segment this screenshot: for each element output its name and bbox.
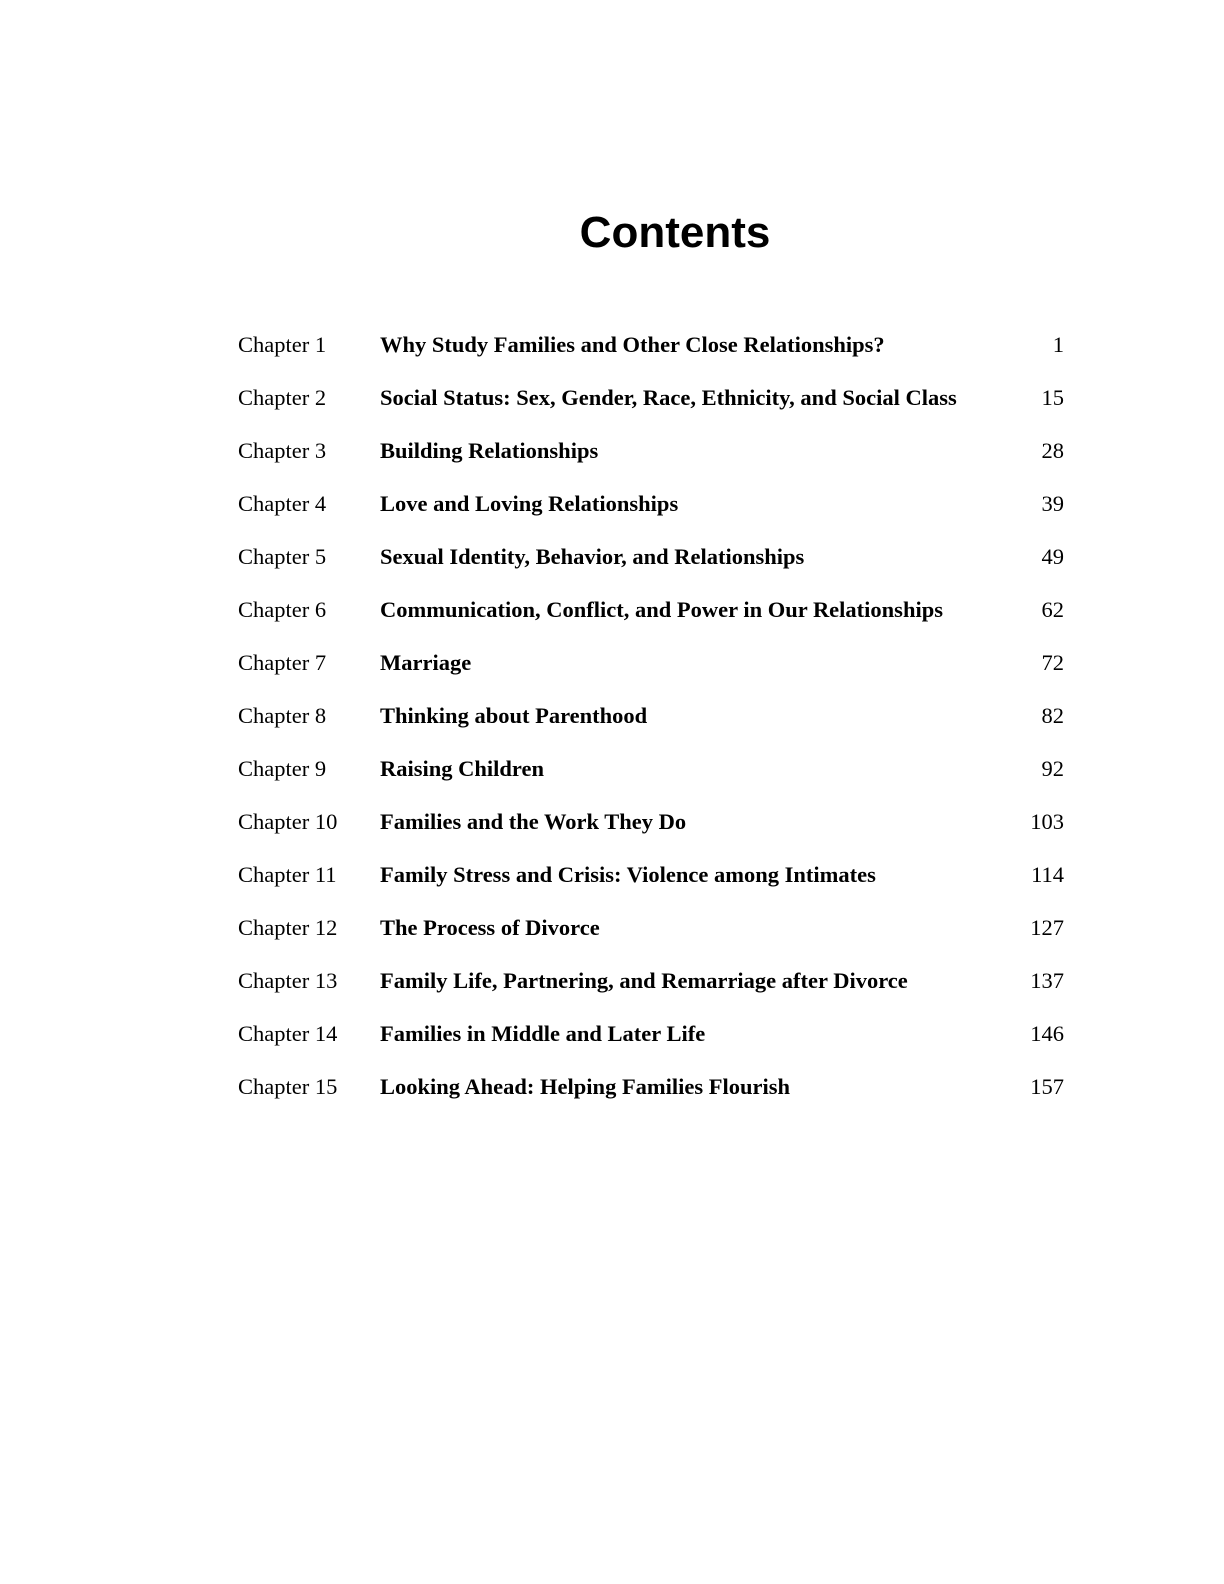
chapter-title: Communication, Conflict, and Power in Our Relationships — [380, 597, 943, 622]
toc-row-chapter-9 — [238, 752, 1064, 805]
chapter-page-number: 92 — [1041, 756, 1064, 781]
toc-row-chapter-7 — [238, 646, 1064, 699]
chapter-title: Family Life, Partnering, and Remarriage after Divorce — [380, 968, 908, 993]
chapter-title: The Process of Divorce — [380, 915, 600, 940]
chapter-label: Chapter 8 — [238, 703, 327, 728]
chapter-title: Families and the Work They Do — [380, 809, 687, 834]
chapter-page-number: 15 — [1041, 385, 1064, 410]
chapter-title: Raising Children — [380, 756, 545, 781]
chapter-title: Love and Loving Relationships — [380, 491, 679, 516]
chapter-page-number: 146 — [1030, 1021, 1064, 1046]
toc-row-chapter-8 — [238, 699, 1064, 752]
chapter-title: Sexual Identity, Behavior, and Relationships — [380, 544, 805, 569]
chapter-title: Looking Ahead: Helping Families Flourish — [380, 1074, 791, 1099]
chapter-page-number: 39 — [1041, 491, 1064, 516]
chapter-label: Chapter 11 — [238, 862, 337, 887]
toc-row-chapter-13 — [238, 964, 1064, 1017]
chapter-label: Chapter 12 — [238, 915, 338, 940]
chapter-label: Chapter 7 — [238, 650, 327, 675]
chapter-page-number: 157 — [1030, 1074, 1064, 1099]
chapter-label: Chapter 10 — [238, 809, 338, 834]
chapter-page-number: 137 — [1030, 968, 1064, 993]
chapter-page-number: 62 — [1041, 597, 1064, 622]
chapter-label: Chapter 3 — [238, 438, 327, 463]
chapter-page-number: 103 — [1030, 809, 1064, 834]
chapter-page-number: 1 — [1052, 332, 1064, 357]
chapter-title: Why Study Families and Other Close Relationships? — [380, 332, 885, 357]
chapter-label: Chapter 6 — [238, 597, 327, 622]
toc-row-chapter-14 — [238, 1017, 1064, 1070]
chapter-page-number: 72 — [1041, 650, 1064, 675]
chapter-page-number: 49 — [1041, 544, 1064, 569]
chapter-page-number: 114 — [1031, 862, 1064, 887]
chapter-label: Chapter 4 — [238, 491, 327, 516]
chapter-title: Social Status: Sex, Gender, Race, Ethnicity, and Social Class — [380, 385, 957, 410]
toc-row-chapter-11 — [238, 858, 1064, 911]
chapter-title: Marriage — [380, 650, 472, 675]
toc-row-chapter-15 — [238, 1070, 1064, 1123]
chapter-title: Families in Middle and Later Life — [380, 1021, 706, 1046]
page-title: Contents — [579, 208, 771, 257]
toc-row-chapter-1 — [238, 328, 1064, 381]
toc-row-chapter-6 — [238, 593, 1064, 646]
chapter-label: Chapter 15 — [238, 1074, 338, 1099]
toc-row-chapter-5 — [238, 540, 1064, 593]
toc-row-chapter-12 — [238, 911, 1064, 964]
toc-row-chapter-2 — [238, 381, 1064, 434]
chapter-label: Chapter 2 — [238, 385, 327, 410]
toc-row-chapter-3 — [238, 434, 1064, 487]
chapter-title: Building Relationships — [380, 438, 599, 463]
chapter-title: Thinking about Parenthood — [380, 703, 648, 728]
chapter-page-number: 28 — [1041, 438, 1064, 463]
chapter-label: Chapter 9 — [238, 756, 327, 781]
chapter-label: Chapter 1 — [238, 332, 327, 357]
chapter-label: Chapter 14 — [238, 1021, 338, 1046]
toc-row-chapter-10 — [238, 805, 1064, 858]
chapter-label: Chapter 5 — [238, 544, 327, 569]
table-of-contents — [238, 328, 1064, 1123]
chapter-page-number: 82 — [1041, 703, 1064, 728]
chapter-label: Chapter 13 — [238, 968, 338, 993]
toc-row-chapter-4 — [238, 487, 1064, 540]
chapter-title: Family Stress and Crisis: Violence among Intimates — [380, 862, 876, 887]
chapter-page-number: 127 — [1030, 915, 1064, 940]
